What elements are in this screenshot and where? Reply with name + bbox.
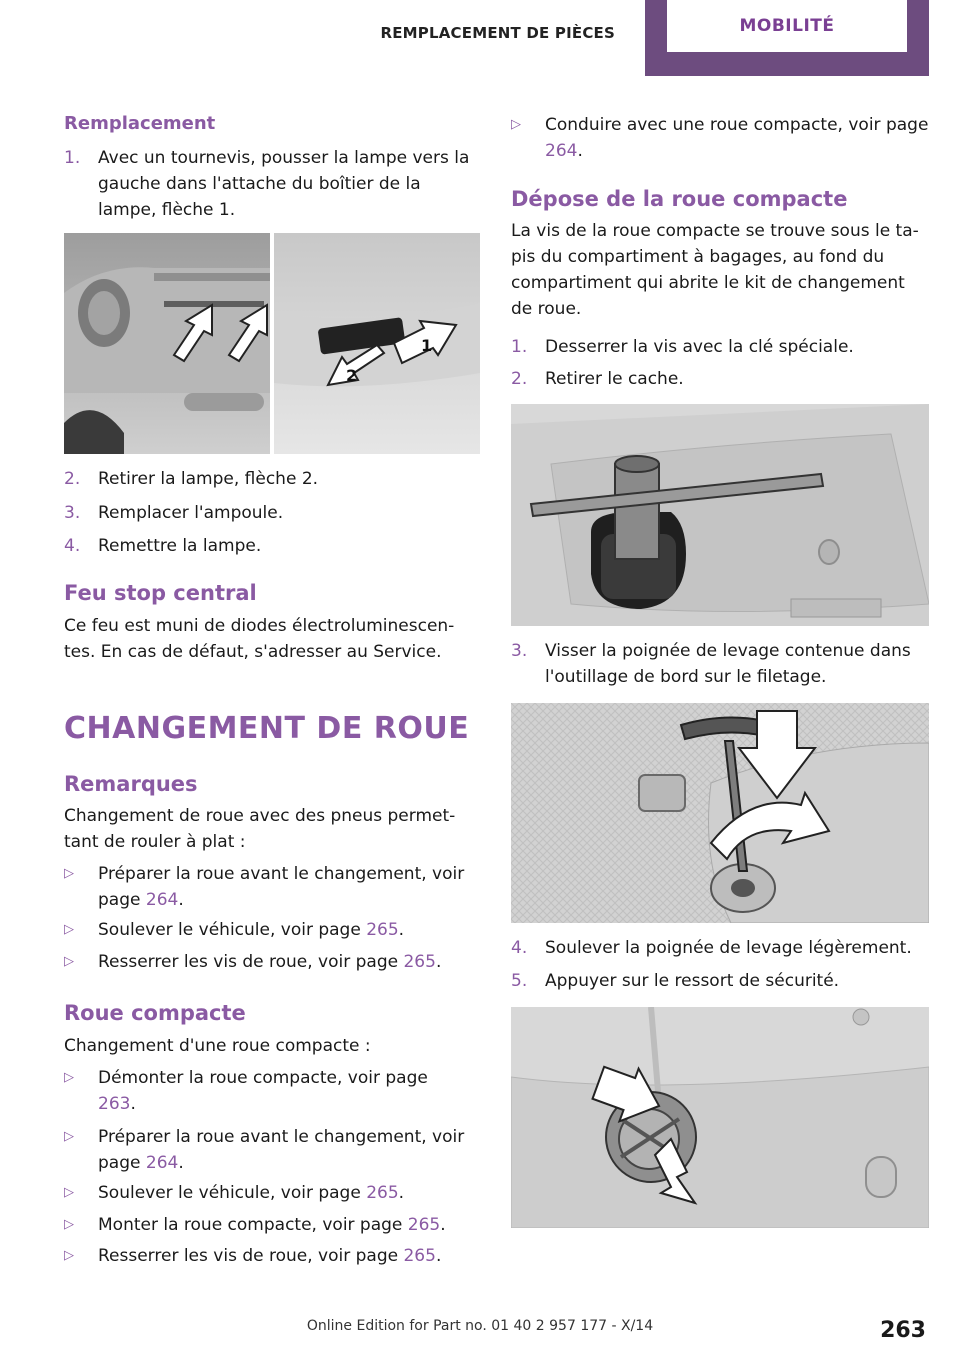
lifting-handle-figure — [511, 703, 929, 923]
step-number: 4. — [511, 938, 528, 958]
bullet-end: . — [398, 1183, 405, 1203]
bullet-text: Soulever le véhicule, voir page — [98, 1183, 367, 1203]
special-wrench-illustration — [511, 404, 929, 626]
page-link[interactable]: 265 — [407, 1215, 441, 1235]
step-text: Visser la poignée de levage contenue dans l'outillage de bord sur le filetage. — [545, 641, 911, 687]
step-number: 5. — [511, 971, 528, 991]
step-4 — [64, 533, 480, 559]
step-text: Avec un tournevis, pousser la lampe vers la gauche dans l'attache du boîtier de la lampe, flèche 1. — [98, 148, 470, 220]
bullet-end: . — [577, 141, 583, 161]
bullet-end: . — [435, 1246, 442, 1266]
step-2 — [511, 366, 929, 392]
bullet-text: Démonter la roue compacte, voir page — [98, 1068, 428, 1088]
bullet-marker: ▷ — [64, 922, 74, 937]
depose-heading: Dépose de la roue compacte — [511, 187, 848, 211]
bullet-a-3 — [64, 949, 480, 975]
step-text: Remplacer l'ampoule. — [98, 503, 284, 523]
bullet-b-1 — [64, 1065, 444, 1117]
step-number: 3. — [511, 641, 528, 661]
remarques-text: Changement de roue avec des pneus permet‐tant de rouler à plat : — [64, 806, 456, 852]
step-text: Retirer la lampe, flèche 2. — [98, 469, 319, 489]
roue-compacte-text: Changement d'une roue compacte : — [64, 1036, 371, 1056]
page-number: 263 — [880, 1318, 926, 1343]
step-1 — [511, 334, 929, 360]
page-link[interactable]: 265 — [403, 1246, 436, 1266]
safety-spring-illustration — [511, 1007, 929, 1228]
page-link[interactable]: 265 — [366, 1183, 399, 1203]
bullet-text: Soulever le véhicule, voir page — [98, 920, 367, 940]
bullet-text: Resserrer les vis de roue, voir page — [98, 1246, 404, 1266]
bullet-end: . — [398, 920, 405, 940]
wrench-figure — [511, 404, 929, 626]
step-number: 1. — [64, 148, 81, 168]
page-link[interactable]: 264 — [145, 1153, 179, 1173]
bullet-text: Préparer la roue avant le changement, voir page — [98, 864, 465, 910]
step-text: Desserrer la vis avec la clé spéciale. — [545, 337, 854, 357]
step-2 — [64, 466, 480, 492]
bullet-a-1 — [64, 861, 480, 913]
step-text: Retirer le cache. — [545, 369, 684, 389]
bullet-text: Monter la roue compacte, voir page — [98, 1215, 408, 1235]
page-link[interactable]: 265 — [403, 952, 436, 972]
safety-spring-figure — [511, 1007, 929, 1228]
bullet-b-2 — [64, 1124, 480, 1176]
step-4 — [511, 935, 929, 961]
step-text: Appuyer sur le ressort de sécurité. — [545, 971, 840, 991]
bullet-a-2 — [64, 917, 480, 943]
bullet-b-5 — [64, 1243, 480, 1269]
step-number: 1. — [511, 337, 528, 357]
roue-compacte-heading: Roue compacte — [64, 1001, 246, 1025]
feu-stop-heading: Feu stop central — [64, 581, 257, 605]
step-number: 2. — [64, 469, 81, 489]
arrow-label-1: 1 — [421, 336, 433, 355]
step-number: 3. — [64, 503, 81, 523]
depose-text: La vis de la roue compacte se trouve sous le ta‐pis du compartiment à bagages, au fond du compartiment qui abrite le kit de changement de roue. — [511, 221, 919, 319]
page-link[interactable]: 263 — [98, 1094, 131, 1114]
bullet-end: . — [178, 890, 184, 910]
changement-de-roue-heading: CHANGEMENT DE ROUE — [64, 711, 470, 746]
bullet-marker: ▷ — [64, 954, 74, 969]
bullet-end: . — [130, 1094, 136, 1114]
bullet-marker: ▷ — [64, 866, 74, 881]
chapter-tab — [645, 0, 929, 76]
step-number: 4. — [64, 536, 81, 556]
page-link[interactable]: 264 — [545, 141, 578, 161]
bullet-marker: ▷ — [64, 1217, 74, 1232]
bullet-marker: ▷ — [64, 1185, 74, 1200]
step-text: Soulever la poignée de levage légèrement. — [545, 938, 912, 958]
page-link[interactable]: 264 — [145, 890, 179, 910]
tail-lamp-illustration — [64, 233, 480, 454]
bullet-marker: ▷ — [64, 1070, 74, 1085]
bullet-marker: ▷ — [511, 117, 521, 132]
tail-lamp-figure — [64, 233, 480, 454]
bullet-text: Préparer la roue avant le changement, voir page — [98, 1127, 465, 1173]
bullet-top — [511, 112, 929, 164]
bullet-end: . — [440, 1215, 446, 1235]
remplacement-heading: Remplacement — [64, 113, 216, 134]
remarques-heading: Remarques — [64, 772, 198, 796]
step-5 — [511, 968, 929, 994]
bullet-end: . — [435, 952, 442, 972]
footer-edition: Online Edition for Part no. 01 40 2 957 177 - X/14 — [306, 1318, 654, 1334]
page-link[interactable]: 265 — [366, 920, 399, 940]
step-3 — [64, 500, 480, 526]
bullet-marker: ▷ — [64, 1248, 74, 1263]
bullet-b-3 — [64, 1180, 480, 1206]
bullet-text: Resserrer les vis de roue, voir page — [98, 952, 404, 972]
arrow-label-2: 2 — [346, 366, 358, 385]
bullet-end: . — [178, 1153, 184, 1173]
bullet-b-4 — [64, 1212, 480, 1238]
step-1 — [64, 145, 480, 225]
running-header-section: REMPLACEMENT DE PIÈCES — [380, 24, 615, 42]
chapter-tab-label: MOBILITÉ — [667, 0, 907, 52]
step-number: 2. — [511, 369, 528, 389]
step-text: Remettre la lampe. — [98, 536, 262, 556]
feu-stop-text: Ce feu est muni de diodes électroluminescen‐tes. En cas de défaut, s'adresser au Service. — [64, 616, 455, 662]
bullet-marker: ▷ — [64, 1129, 74, 1144]
bullet-text: Conduire avec une roue compacte, voir page — [545, 115, 929, 135]
step-3 — [511, 638, 929, 690]
lifting-handle-illustration — [511, 703, 929, 923]
